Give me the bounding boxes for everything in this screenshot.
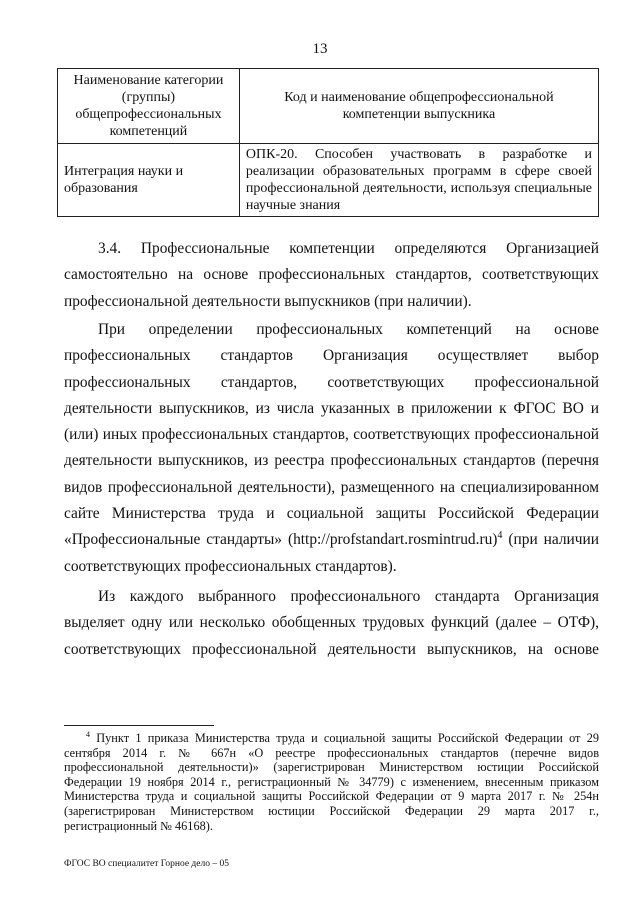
document-footer: ФГОС ВО специалитет Горное дело – 05: [64, 859, 229, 869]
footnote-divider: [64, 725, 214, 726]
row-competence: ОПК-20. Способен участвовать в разработке и реализации образовательных программ в сфере своей профессиональной деятельности, используя специальные научные знания: [239, 144, 598, 217]
page-number: 13: [312, 41, 328, 57]
paragraph-text: 3.4. Профессиональные компетенции определяются Организацией самостоятельно на основе профессиональных стандартов, соответствующих профессиональной деятельности выпускников (при наличии).: [64, 240, 599, 310]
footnote-ref: 4: [497, 530, 503, 542]
paragraph-text: [64, 317, 599, 580]
table-row: [58, 144, 599, 217]
competence-table: [57, 68, 599, 217]
paragraph-otf: [64, 584, 599, 663]
footnote-marker: 4: [86, 729, 90, 739]
paragraph-text-part: (при наличии соответствующих профессиональных стандартов).: [64, 531, 599, 575]
paragraph-text-part: При определении профессиональных компетенций на основе профессиональных стандартов Организация осуществляет выбор профессиональных стандартов, соответствующих профессиональной деятельности выпускников, из числа указанных в приложении к ФГОС ВО и (или) иных профессиональных стандартов, соответствующих профессиональной деятельности выпускников, из реестра профессиональных стандартов (перечня видов профессиональной деятельности), размещенного на специализированном сайте Министерства труда и социальной защиты Российской Федерации «Профессиональные стандарты» (http://profstandart.rosmintrud.ru): [64, 321, 599, 549]
paragraph-text: Из каждого выбранного профессионального стандарта Организация выделяет одну или несколько обобщенных трудовых функций (далее – ОТФ), соответствующих профессиональной деятельности выпускников, на основе: [64, 588, 599, 658]
footnote-body: Пункт 1 приказа Министерства труда и социальной защиты Российской Федерации от 29 сентября 2014 г. № 667н «О реестре профессиональных стандартов (перечне видов профессиональной деятельности)» (зарегистрирован Министерством юстиции Российской Федерации 19 ноября 2014 г., регистрационный № 34779) с изменением, внесенным приказом Министерства труда и социальной защиты Российской Федерации от 9 марта 2017 г. № 254н (зарегистрирован Министерством юстиции Российской Федерации 29 марта 2017 г., регистрационный № 46168).: [64, 731, 599, 833]
header-competence: Код и наименование общепрофессиональной компетенции выпускника: [239, 69, 598, 144]
row-category: Интеграция науки и образования: [58, 144, 240, 217]
footnote-text: [64, 731, 599, 833]
paragraph-standards: [64, 317, 599, 580]
footnote: [64, 731, 599, 833]
header-category: Наименование категории (группы) общепрофессиональных компетенций: [58, 69, 240, 144]
paragraph-3-4: [64, 236, 599, 315]
table-header-row: [58, 69, 599, 144]
